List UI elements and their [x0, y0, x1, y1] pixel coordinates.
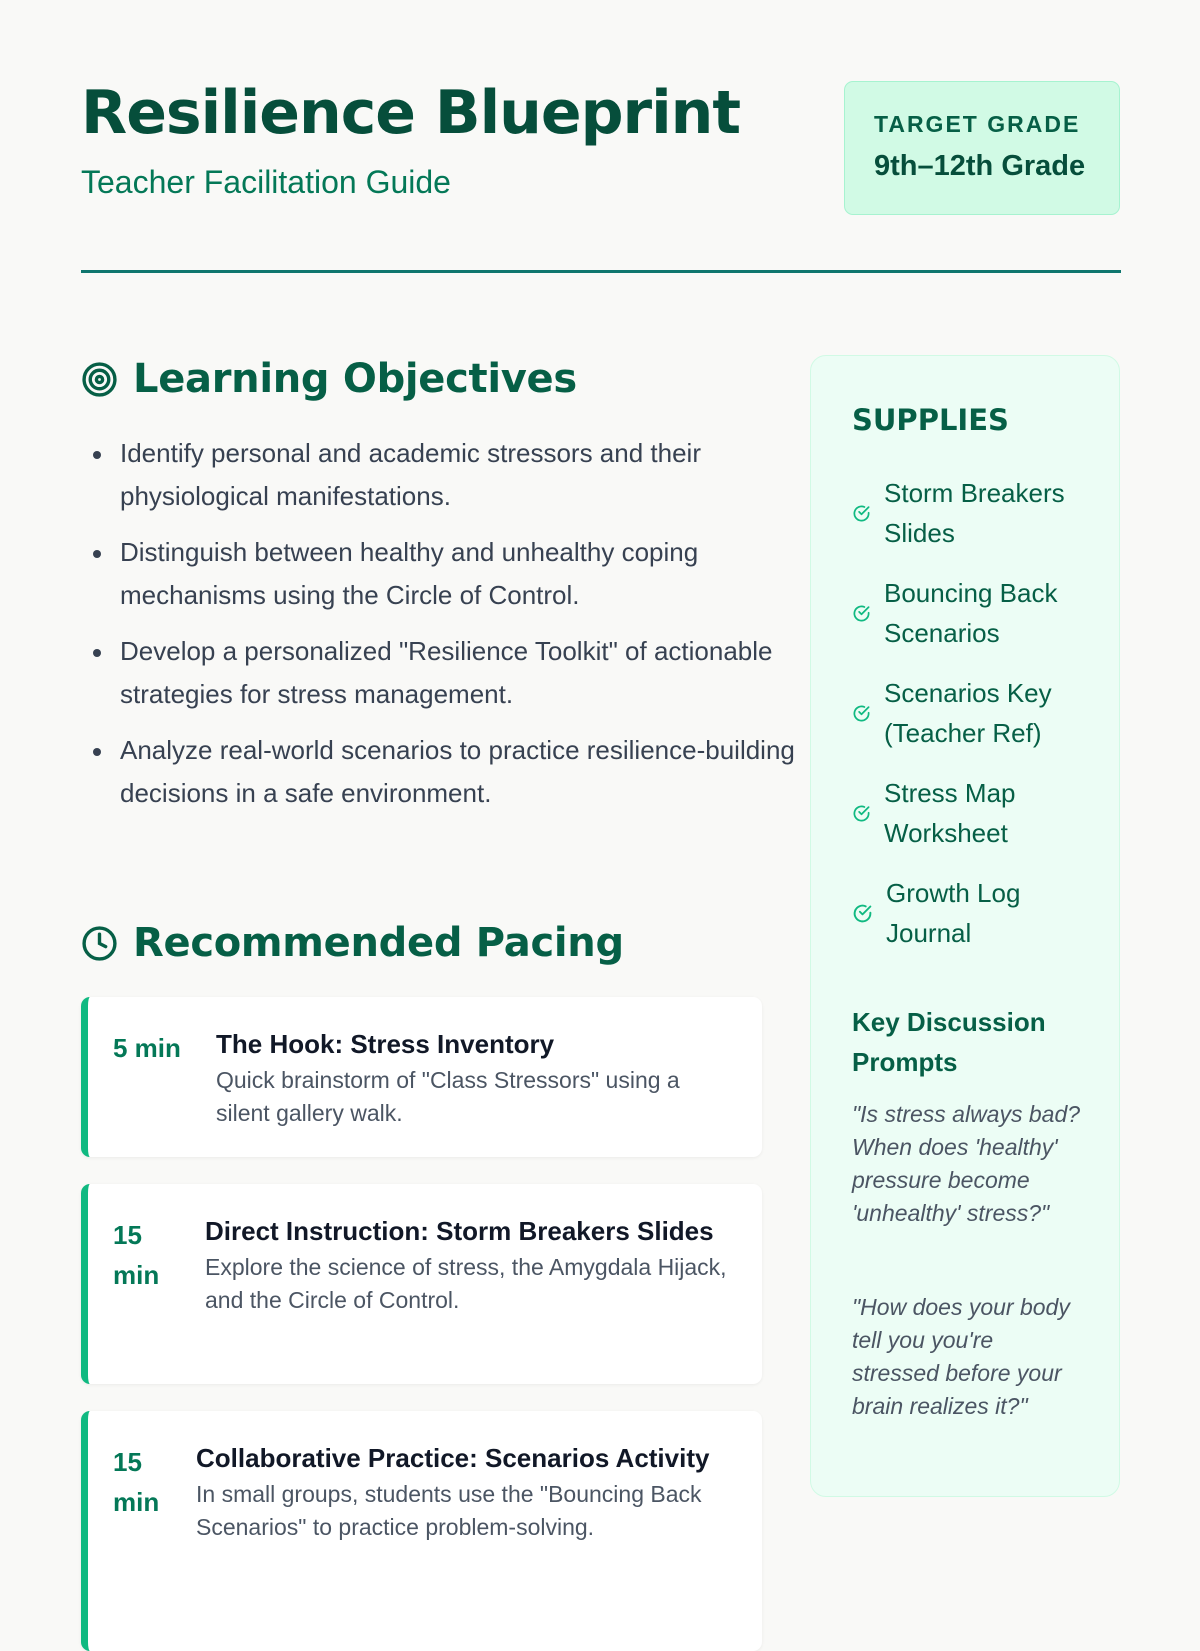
pacing-card: [81, 997, 762, 1157]
objective-item: Develop a personalized "Resilience Toolkit" of actionable strategies for stress management.: [120, 630, 800, 716]
supplies-heading: SUPPLIES: [852, 403, 1009, 437]
page-subtitle: Teacher Facilitation Guide: [81, 164, 451, 200]
header-divider: [81, 270, 1121, 273]
pacing-card-body: [205, 1211, 738, 1317]
page-title: Resilience Blueprint: [81, 78, 741, 148]
pacing-description: Quick brainstorm of "Class Stressors" using a silent gallery walk.: [216, 1067, 680, 1126]
clock-icon: [81, 925, 118, 962]
target-grade-label: TARGET GRADE: [874, 111, 1081, 137]
lesson-guide-page: [81, 0, 1121, 1600]
supply-label: Bouncing Back Scenarios: [884, 578, 1058, 648]
supply-label: Storm Breakers Slides: [884, 478, 1065, 548]
objectives-list: [81, 432, 800, 828]
objective-item: Identify personal and academic stressors and their physiological manifestations.: [120, 432, 800, 518]
objectives-header: [81, 356, 577, 402]
supply-item: [852, 773, 1102, 853]
supply-item: [852, 873, 1102, 953]
pacing-card: [81, 1184, 762, 1384]
supply-label: Growth Log Journal: [886, 878, 1021, 948]
pacing-title: Collaborative Practice: Scenarios Activity: [196, 1443, 710, 1473]
pacing-card-body: [216, 1024, 738, 1130]
pacing-description: In small groups, students use the "Bouncing Back Scenarios" to practice problem-solving.: [196, 1481, 702, 1540]
pacing-time: 5 min: [113, 1033, 181, 1063]
discussion-prompt: "How does your body tell you you're stressed before your brain realizes it?": [852, 1294, 1070, 1419]
check-circle-icon: [852, 704, 871, 723]
pacing-title: Direct Instruction: Storm Breakers Slides: [205, 1216, 714, 1246]
pacing-card-body: [196, 1438, 738, 1544]
pacing-time: 15 min: [113, 1447, 160, 1517]
objective-item: Distinguish between healthy and unhealthy coping mechanisms using the Circle of Control.: [120, 531, 800, 617]
supplies-sidebar: [810, 355, 1120, 1497]
target-grade-badge: [844, 81, 1120, 215]
supplies-list: [852, 473, 1102, 973]
supply-item: [852, 673, 1102, 753]
check-circle-icon: [852, 504, 871, 523]
check-circle-icon: [852, 604, 871, 623]
check-circle-icon: [852, 804, 871, 823]
target-icon: [81, 361, 118, 398]
pacing-card: [81, 1411, 762, 1651]
supply-label: Scenarios Key (Teacher Ref): [884, 678, 1052, 748]
pacing-time: 15 min: [113, 1220, 160, 1290]
pacing-heading: Recommended Pacing: [133, 920, 624, 966]
pacing-header: [81, 920, 624, 966]
objectives-heading: Learning Objectives: [133, 356, 577, 402]
objective-item: Analyze real-world scenarios to practice resilience-building decisions in a safe environment.: [120, 729, 800, 815]
pacing-description: Explore the science of stress, the Amygdala Hijack, and the Circle of Control.: [205, 1254, 727, 1313]
target-grade-value: 9th–12th Grade: [874, 150, 1086, 182]
pacing-title: The Hook: Stress Inventory: [216, 1029, 555, 1059]
supply-label: Stress Map Worksheet: [884, 778, 1016, 848]
supply-item: [852, 473, 1102, 553]
supply-item: [852, 573, 1102, 653]
discussion-prompt: "Is stress always bad? When does 'healthy' pressure become 'unhealthy' stress?": [852, 1101, 1081, 1226]
discussion-prompts-heading: Key Discussion Prompts: [852, 1007, 1046, 1077]
check-circle-icon: [852, 903, 873, 924]
